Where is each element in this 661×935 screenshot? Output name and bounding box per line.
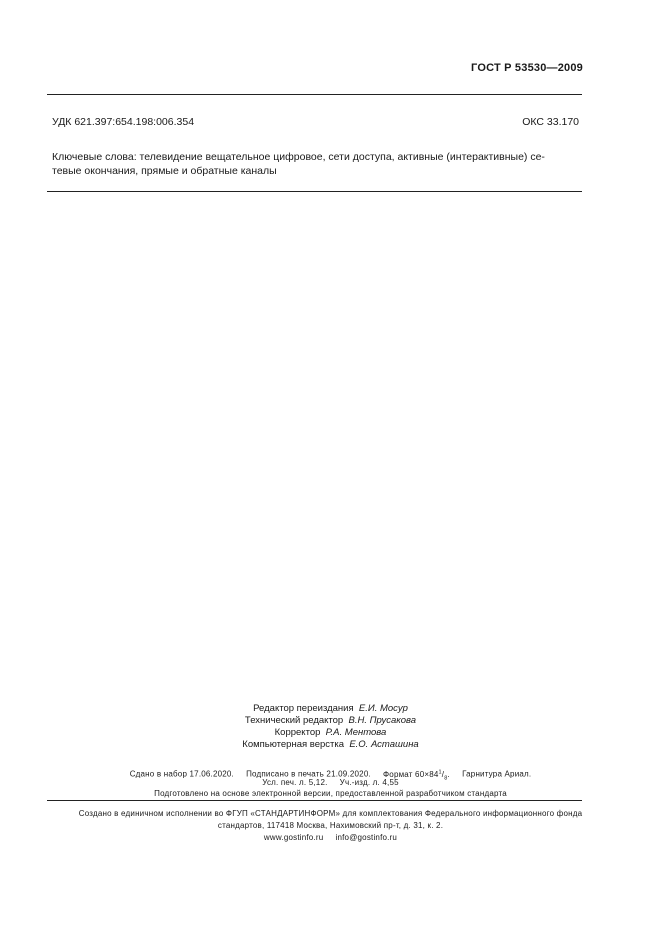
- keywords-block: [52, 150, 592, 178]
- publishing-sheets: Уч.-изд. л. 4,55: [339, 778, 399, 787]
- print-info-line-3: Подготовлено на основе электронной версии, предоставленной разработчиком стандарта: [154, 789, 507, 798]
- paper-format: Формат $60\times 84^1/_8$.: [383, 769, 450, 782]
- oks-code: ОКС 33.170: [522, 116, 579, 128]
- udc-code: УДК 621.397:654.198:006.354: [52, 116, 195, 128]
- corrector-name: Р.А. Ментова: [325, 727, 387, 738]
- credit-editor: [0, 703, 661, 715]
- keywords-line-2: тевые окончания, прямые и обратные каналы: [52, 165, 277, 177]
- signed-date: Подписано в печать 21.09.2020.: [246, 769, 371, 779]
- layout-label: Компьютерная верстка: [242, 739, 345, 750]
- layout-name: Е.О. Асташина: [349, 739, 419, 750]
- keywords-line-1: Ключевые слова: телевидение вещательное цифровое, сети доступа, активные (интерактивные) се-: [52, 151, 545, 163]
- publisher-line-1: Создано в единичном исполнении во ФГУП «СТАНДАРТИНФОРМ» для комплектования Федерального информационного фонда: [78, 809, 583, 818]
- format-denominator: 8: [444, 775, 448, 782]
- editor-name: Е.И. Мосур: [358, 703, 408, 714]
- top-divider: [47, 94, 582, 95]
- format-prefix: Формат 60×84: [383, 769, 439, 779]
- format-numerator: 1: [438, 769, 442, 775]
- publisher-divider: [47, 800, 582, 801]
- publisher-contacts: [0, 832, 661, 844]
- tech-editor-label: Технический редактор: [244, 715, 344, 726]
- editor-label: Редактор переиздания: [253, 703, 354, 714]
- standard-number: ГОСТ Р 53530—2009: [471, 62, 583, 74]
- typeface: Гарнитура Ариал.: [462, 769, 532, 779]
- corrector-label: Корректор: [274, 727, 321, 738]
- credits-block: [0, 703, 661, 751]
- tech-editor-name: В.Н. Прусакова: [348, 715, 417, 726]
- publisher-email[interactable]: info@gostinfo.ru: [335, 833, 398, 842]
- submitted-date: Сдано в набор 17.06.2020.: [129, 769, 234, 779]
- publisher-block: [0, 808, 661, 844]
- keywords-divider: [47, 191, 582, 192]
- printed-sheets: Усл. печ. л. 5,12.: [262, 778, 328, 787]
- publisher-website[interactable]: www.gostinfo.ru: [263, 833, 324, 842]
- credit-layout: [0, 739, 661, 751]
- credit-corrector: [0, 727, 661, 739]
- credit-tech-editor: [0, 715, 661, 727]
- publisher-line-2: стандартов, 117418 Москва, Нахимовский пр-т, д. 31, к. 2.: [217, 821, 444, 830]
